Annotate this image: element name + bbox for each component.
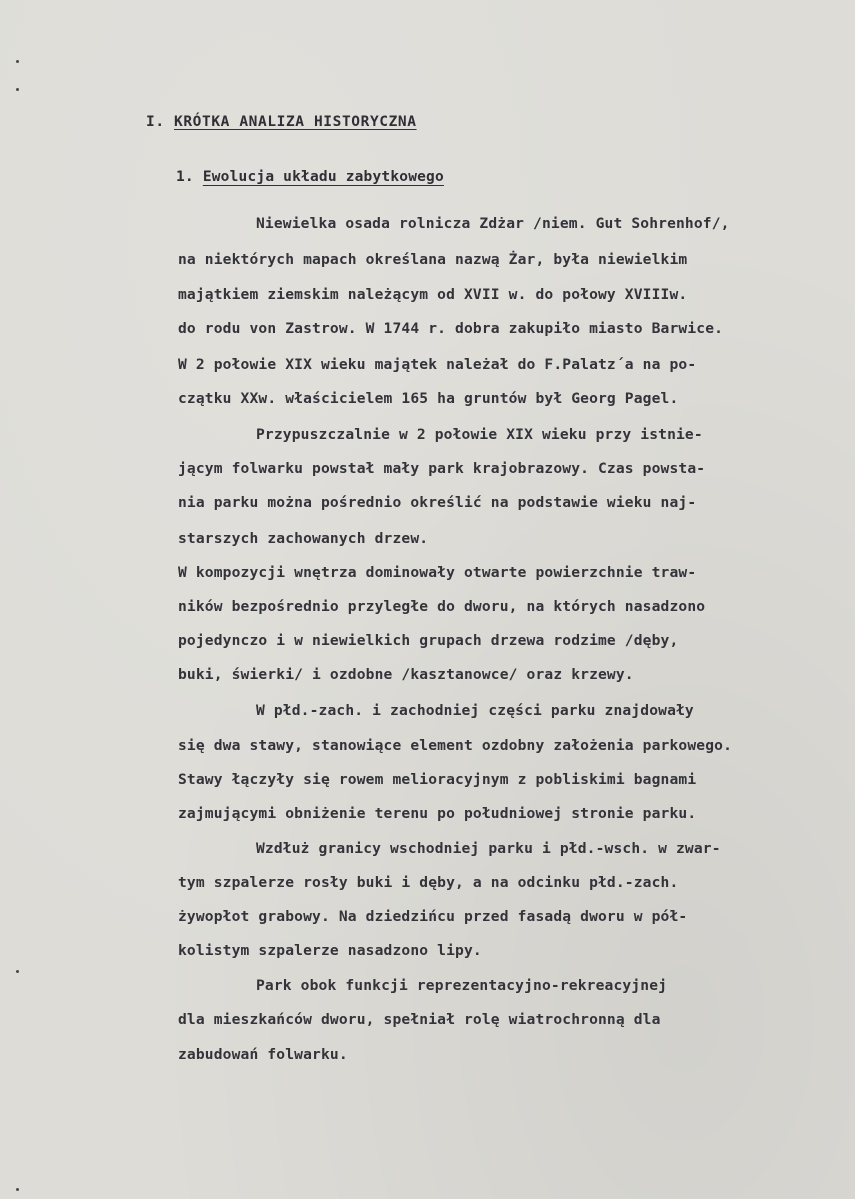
text-line: nia parku można pośrednio określić na podstawie wieku naj-	[178, 494, 697, 511]
text-line: Przypuszczalnie w 2 połowie XIX wieku przy istnie-	[256, 426, 703, 443]
punch-hole-mark	[16, 88, 19, 91]
text-line: się dwa stawy, stanowiące element ozdobny założenia parkowego.	[178, 737, 733, 754]
text-line: jącym folwarku powstał mały park krajobrazowy. Czas powsta-	[178, 460, 706, 477]
text-line: Niewielka osada rolnicza Zdżar /niem. Gut Sohrenhof/,	[256, 215, 730, 232]
text-line: Stawy łączyły się rowem melioracyjnym z pobliskimi bagnami	[178, 771, 697, 788]
subsection-number: 1.	[176, 169, 194, 185]
text-line: tym szpalerze rosły buki i dęby, a na odcinku płd.-zach.	[178, 874, 679, 891]
text-line: na niektórych mapach określana nazwą Żar, była niewielkim	[178, 251, 688, 268]
text-line: W 2 połowie XIX wieku majątek należał do F.Palatz´a na po-	[178, 356, 697, 373]
text-line: Wzdłuż granicy wschodniej parku i płd.-wsch. w zwar-	[256, 840, 721, 857]
subsection-heading	[176, 169, 444, 185]
text-line: pojedynczo i w niewielkich grupach drzewa rodzime /dęby,	[178, 632, 679, 649]
subsection-title: Ewolucja układu zabytkowego	[202, 169, 444, 185]
text-line: zabudowań folwarku.	[178, 1046, 348, 1063]
text-line: W płd.-zach. i zachodniej części parku znajdowały	[256, 702, 694, 719]
section-heading	[146, 114, 417, 130]
text-line: starszych zachowanych drzew.	[178, 530, 429, 547]
text-line: dla mieszkańców dworu, spełniał rolę wiatrochronną dla	[178, 1011, 661, 1028]
punch-hole-mark	[16, 60, 19, 63]
text-line: ników bezpośrednio przyległe do dworu, na których nasadzono	[178, 598, 706, 615]
text-line: Park obok funkcji reprezentacyjno-rekreacyjnej	[256, 977, 668, 994]
section-number: I.	[146, 114, 165, 130]
text-line: zajmującymi obniżenie terenu po południowej stronie parku.	[178, 805, 697, 822]
text-line: W kompozycji wnętrza dominowały otwarte powierzchnie traw-	[178, 564, 697, 581]
text-line: czątku XXw. właścicielem 165 ha gruntów był Georg Pagel.	[178, 390, 679, 407]
text-line: buki, świerki/ i ozdobne /kasztanowce/ oraz krzewy.	[178, 666, 634, 683]
text-line: żywopłot grabowy. Na dziedzińcu przed fasadą dworu w pół-	[178, 908, 688, 925]
punch-hole-mark	[16, 970, 19, 973]
text-line: kolistym szpalerze nasadzono lipy.	[178, 942, 482, 959]
section-title: KRÓTKA ANALIZA HISTORYCZNA	[174, 114, 417, 130]
text-line: majątkiem ziemskim należącym od XVII w. do połowy XVIIIw.	[178, 286, 688, 303]
punch-hole-mark	[16, 1188, 19, 1191]
text-line: do rodu von Zastrow. W 1744 r. dobra zakupiło miasto Barwice.	[178, 320, 724, 337]
